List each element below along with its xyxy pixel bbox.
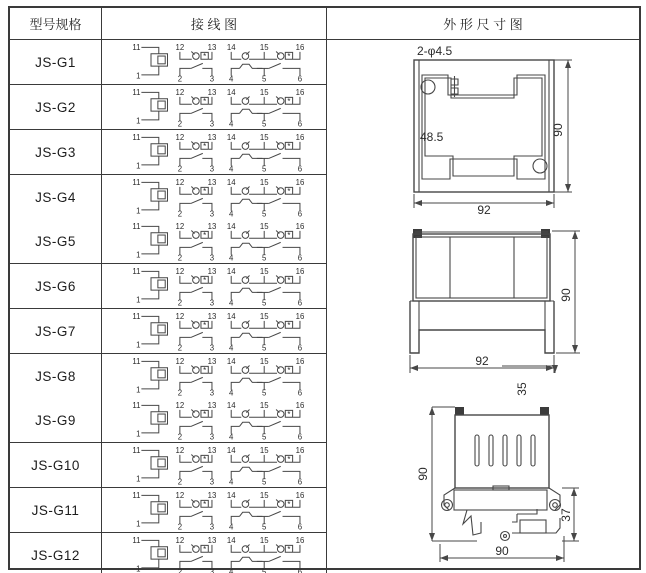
wiring-diagram-js-g10 (102, 442, 327, 487)
model-label-js-g7: JS-G7 (10, 308, 102, 353)
hole-spec-label: 2-φ4.5 (417, 44, 453, 58)
header-model-col: 型号规格 (10, 8, 102, 39)
dimension-drawings-panel (327, 39, 639, 573)
mounting-hole (421, 80, 435, 94)
front-view-drawing (399, 226, 589, 398)
side-view-drawing (416, 396, 587, 568)
wiring-diagram-js-g9 (102, 398, 327, 442)
mount-lug (540, 407, 549, 415)
rail-width-label: 35 (515, 382, 529, 396)
wiring-diagram-js-g12 (102, 532, 327, 573)
header-dimensions-col: 外 形 尺 寸 图 (443, 17, 523, 32)
model-label-js-g10: JS-G10 (10, 442, 102, 487)
terminal-cover (454, 490, 547, 510)
wiring-diagram-js-g7 (102, 308, 327, 353)
height-dim-label: 90 (551, 123, 565, 137)
wiring-diagram-js-g3 (102, 129, 327, 174)
wiring-diagram-js-g6 (102, 263, 327, 308)
din-clip-spring (463, 510, 481, 535)
wiring-diagram-js-g1 (102, 39, 327, 84)
din-rail-profile (520, 520, 546, 533)
inner-height-label: 48.5 (420, 130, 444, 144)
model-label-js-g3: JS-G3 (10, 129, 102, 174)
model-label-js-g4: JS-G4 (10, 174, 102, 219)
model-label-js-g12: JS-G12 (10, 532, 102, 573)
spec-table (8, 6, 641, 570)
model-label-js-g1: JS-G1 (10, 39, 102, 84)
width-dim-label: 92 (477, 203, 491, 217)
height-dim-label: 90 (559, 288, 573, 302)
wiring-diagram-js-g11 (102, 487, 327, 532)
height-dim-label: 90 (416, 467, 430, 481)
wiring-diagram-js-g5 (102, 219, 327, 263)
width-dim-label: 90 (495, 544, 509, 558)
model-label-js-g2: JS-G2 (10, 84, 102, 129)
case-outline (413, 234, 550, 301)
screw (442, 500, 453, 511)
vent-slots (475, 435, 535, 466)
wiring-diagram-js-g4 (102, 174, 327, 219)
header-wiring-col: 接 线 图 (102, 8, 327, 39)
clip-detail (451, 76, 458, 97)
width-dim-label: 92 (475, 354, 489, 368)
panel-cutout-drawing (411, 42, 581, 216)
model-label-js-g8: JS-G8 (10, 353, 102, 398)
clip-hole (501, 532, 510, 541)
base-outline (410, 301, 554, 353)
model-label-js-g6: JS-G6 (10, 263, 102, 308)
depth-dim-label: 37 (559, 508, 573, 522)
model-label-js-g11: JS-G11 (10, 487, 102, 532)
model-label-js-g9: JS-G9 (10, 398, 102, 442)
wiring-diagram-js-g2 (102, 84, 327, 129)
cutout-outline (422, 75, 545, 179)
wiring-diagram-js-g8 (102, 353, 327, 398)
mount-lug (455, 407, 464, 415)
model-label-js-g5: JS-G5 (10, 219, 102, 263)
